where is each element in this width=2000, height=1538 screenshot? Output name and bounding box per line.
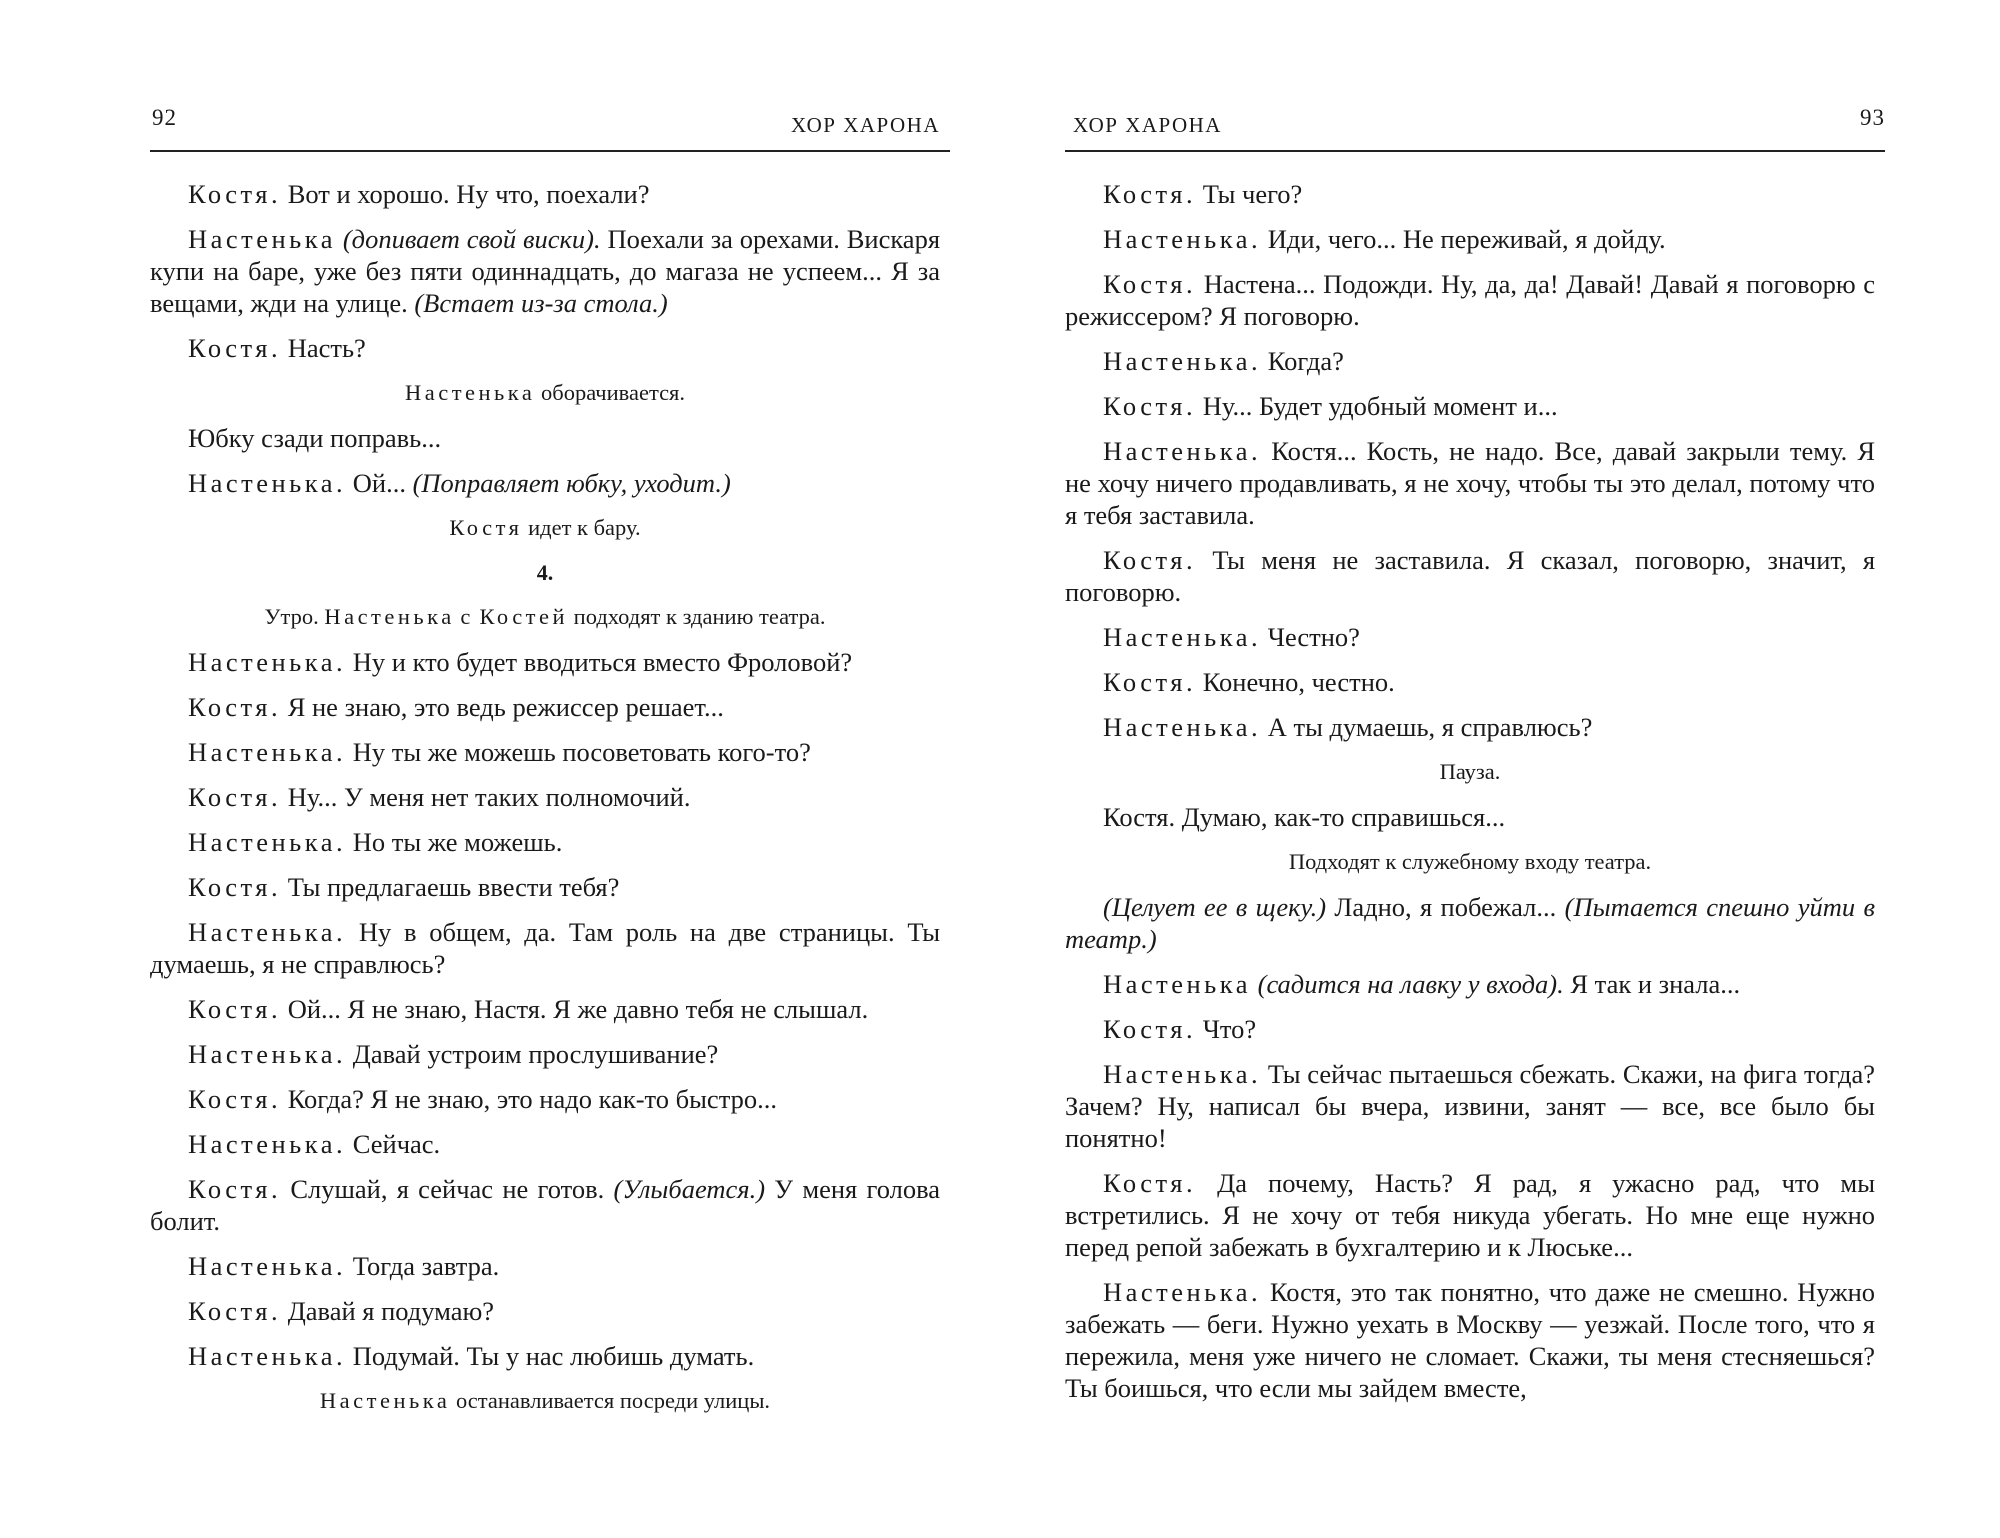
- speaker: Настенька.: [1103, 712, 1262, 742]
- dialogue-line: [150, 178, 940, 210]
- speaker: Костя.: [1103, 545, 1197, 575]
- dialogue-line: [150, 1250, 940, 1282]
- stage-note: Пауза.: [1439, 759, 1501, 784]
- line-text: Сейчас.: [352, 1129, 441, 1159]
- stage-direction: (садится на лавку у входа).: [1257, 969, 1564, 999]
- dialogue-line: [150, 993, 940, 1025]
- line-text: Иди, чего... Не переживай, я дойду.: [1267, 224, 1666, 254]
- line-text: Костя, это так понятно, что даже не смешно. Нужно забежать — беги. Нужно уехать в Москву — уезжай. После того, что я пережила, меня уже ничего не сломает. Скажи, ты меня стесняешься? Ты боишься, что если мы зайдем вместе,: [1065, 1277, 1875, 1403]
- line-text: Слушай, я сейчас не готов.: [290, 1174, 605, 1204]
- line-text: идет к бару.: [528, 515, 641, 540]
- stage-direction: (допивает свой виски).: [342, 224, 601, 254]
- line-text: Ну... У меня нет таких полномочий.: [287, 782, 691, 812]
- dialogue-line: [150, 646, 940, 678]
- stage-direction: (Встает из-за стола.): [414, 288, 668, 318]
- speaker: Настенька.: [188, 1039, 347, 1069]
- line-text: Вот и хорошо. Ну что, поехали?: [287, 179, 650, 209]
- dialogue-line: [1065, 390, 1875, 422]
- running-title: ХОР ХАРОНА: [791, 113, 940, 137]
- line-text: Ты предлагаешь ввести тебя?: [287, 872, 620, 902]
- speaker: Костя.: [1103, 1168, 1197, 1198]
- dialogue-line: [150, 1083, 940, 1115]
- speaker: Настенька: [1103, 969, 1252, 999]
- dialogue-line: [1065, 1276, 1875, 1404]
- dialogue-line: [150, 871, 940, 903]
- stage-direction: (Пытается спешно уйти в театр.): [1065, 892, 1876, 954]
- dialogue-line: [1065, 435, 1875, 531]
- line-text: А ты думаешь, я справлюсь?: [1267, 712, 1593, 742]
- stage-direction: (Улыбается.): [613, 1174, 766, 1204]
- line-text: Я так и знала...: [1570, 969, 1741, 999]
- stage-note: [150, 377, 940, 409]
- dialogue-line: [150, 1128, 940, 1160]
- speaker: Костей: [479, 604, 569, 629]
- dialogue-line: [150, 332, 940, 364]
- line-text: Ну... Будет удобный момент и...: [1202, 391, 1558, 421]
- dialogue-line: [1065, 223, 1875, 255]
- speaker: Настенька: [319, 1388, 451, 1413]
- line-text: Что?: [1202, 1014, 1257, 1044]
- line-text: с: [460, 604, 474, 629]
- speaker: Костя.: [1103, 802, 1176, 832]
- speaker: Настенька.: [1103, 1277, 1262, 1307]
- line-text: Я не знаю, это ведь режиссер решает...: [287, 692, 724, 722]
- line-text: подходят к зданию театра.: [573, 604, 826, 629]
- speaker: Настенька.: [188, 827, 347, 857]
- speaker: Костя.: [188, 994, 282, 1024]
- page-number: 92: [152, 105, 177, 130]
- line-text: Юбку сзади поправь...: [188, 423, 442, 453]
- right-page-text: [1065, 178, 1875, 1417]
- dialogue-line: [1065, 178, 1875, 210]
- dialogue-line: [1065, 1167, 1875, 1263]
- right-page: [1065, 0, 1885, 1538]
- line-text: Конечно, честно.: [1202, 667, 1395, 697]
- line-text: Когда?: [1267, 346, 1344, 376]
- dialogue-line: [150, 916, 940, 980]
- speaker: Настенька.: [1103, 346, 1262, 376]
- running-title: ХОР ХАРОНА: [1073, 113, 1222, 137]
- line-text: Ну и кто будет вводиться вместо Фроловой?: [352, 647, 853, 677]
- running-head-right: [1065, 105, 1885, 145]
- dialogue-line: [1065, 345, 1875, 377]
- stage-note: [150, 1385, 940, 1417]
- speaker: Настенька.: [188, 1129, 347, 1159]
- speaker: Костя.: [1103, 1014, 1197, 1044]
- line-text: Да почему, Насть? Я рад, я ужасно рад, что мы встретились. Я не хочу от тебя никуда убегать. Но мне еще нужно перед репой забежать в бухгалтерию и к Люське...: [1065, 1168, 1875, 1262]
- line-text: Настена... Подожди. Ну, да, да! Давай! Давай я поговорю с режиссером? Я поговорю.: [1065, 269, 1876, 331]
- line-text: Ты меня не заставила. Я сказал, поговорю, значит, я поговорю.: [1065, 545, 1876, 607]
- line-text: останавливается посреди улицы.: [455, 1388, 771, 1413]
- dialogue-line: [150, 1038, 940, 1070]
- dialogue-line: [1065, 711, 1875, 743]
- dialogue-line: [1065, 891, 1875, 955]
- speaker: Костя.: [188, 1084, 282, 1114]
- left-page-text: [150, 178, 940, 1430]
- speaker: Настенька.: [188, 917, 347, 947]
- speaker: Настенька.: [188, 1251, 347, 1281]
- speaker: Настенька.: [188, 1341, 347, 1371]
- dialogue-line: [1065, 621, 1875, 653]
- speaker: Настенька.: [1103, 1059, 1262, 1089]
- line-text: Тогда завтра.: [352, 1251, 500, 1281]
- speaker: Костя.: [1103, 391, 1197, 421]
- line-text: Ну ты же можешь посоветовать кого-то?: [352, 737, 811, 767]
- line-text: Ой... Я не знаю, Настя. Я же давно тебя не слышал.: [287, 994, 869, 1024]
- line-text: Утро.: [264, 604, 319, 629]
- speaker: Настенька.: [188, 468, 347, 498]
- speaker: Настенька.: [1103, 436, 1262, 466]
- page-number: 93: [1860, 105, 1885, 130]
- line-text: Ладно, я побежал...: [1334, 892, 1557, 922]
- line-text: Подумай. Ты у нас любишь думать.: [352, 1341, 755, 1371]
- dialogue-line: [150, 1340, 940, 1372]
- line-text: У меня голова болит.: [150, 1174, 940, 1236]
- speaker: Костя.: [188, 1296, 282, 1326]
- dialogue-line: [1065, 1058, 1875, 1154]
- speaker: Настенька.: [188, 737, 347, 767]
- left-page: [150, 0, 950, 1538]
- line-text: Ты чего?: [1202, 179, 1303, 209]
- line-text: Ну в общем, да. Там роль на две страницы. Ты думаешь, я не справлюсь?: [150, 917, 940, 979]
- dialogue-line: [150, 1295, 940, 1327]
- speaker: Костя.: [1103, 179, 1197, 209]
- header-rule: [1065, 150, 1885, 152]
- speaker: Костя.: [188, 333, 282, 363]
- line-text: Давай устроим прослушивание?: [352, 1039, 719, 1069]
- speaker: Костя.: [1103, 667, 1197, 697]
- stage-direction: (Поправляет юбку, уходит.): [412, 468, 731, 498]
- speaker: Настенька.: [1103, 224, 1262, 254]
- speaker: Костя.: [188, 179, 282, 209]
- line-text: Но ты же можешь.: [352, 827, 563, 857]
- speaker: Костя.: [188, 782, 282, 812]
- stage-note: [150, 601, 940, 633]
- line-text: Ты сейчас пытаешься сбежать. Скажи, на фига тогда? Зачем? Ну, написал бы вчера, извини, занят — все, все было бы понятно!: [1065, 1059, 1876, 1153]
- dialogue-line: [1065, 544, 1875, 608]
- speaker: Настенька.: [188, 647, 347, 677]
- dialogue-line: [1065, 1013, 1875, 1045]
- speaker: Костя: [449, 515, 523, 540]
- speaker: Настенька: [324, 604, 455, 629]
- dialogue-line: [150, 422, 940, 454]
- speaker: Костя.: [188, 692, 282, 722]
- speaker: Настенька: [404, 380, 536, 405]
- dialogue-line: [1065, 268, 1875, 332]
- speaker: Костя.: [1103, 269, 1197, 299]
- dialogue-line: [150, 736, 940, 768]
- dialogue-line: [150, 691, 940, 723]
- line-text: Поехали за орехами. Вискаря купи на баре, уже без пяти одиннадцать, до магаза не успеем... Я за вещами, жди на улице.: [150, 224, 941, 318]
- line-text: Ой...: [352, 468, 406, 498]
- running-head-left: [150, 105, 950, 145]
- line-text: Думаю, как-то справишься...: [1181, 802, 1506, 832]
- dialogue-line: [150, 223, 940, 319]
- stage-direction: (Целует ее в щеку.): [1103, 892, 1327, 922]
- stage-note: Подходят к служебному входу театра.: [1288, 849, 1652, 874]
- speaker: Костя.: [188, 1174, 282, 1204]
- line-text: Честно?: [1267, 622, 1360, 652]
- line-text: Давай я подумаю?: [287, 1296, 495, 1326]
- line-text: Когда? Я не знаю, это надо как-то быстро...: [287, 1084, 777, 1114]
- dialogue-line: [150, 1173, 940, 1237]
- dialogue-line: [1065, 968, 1875, 1000]
- speaker: Настенька.: [1103, 622, 1262, 652]
- dialogue-line: [150, 467, 940, 499]
- dialogue-line: [1065, 801, 1875, 833]
- dialogue-line: [150, 826, 940, 858]
- line-text: Костя... Кость, не надо. Все, давай закрыли тему. Я не хочу ничего продавливать, я не хочу, чтобы ты это делал, потому что я тебя заставила.: [1065, 436, 1876, 530]
- line-text: оборачивается.: [541, 380, 686, 405]
- stage-note: [150, 512, 940, 544]
- speaker: Костя.: [188, 872, 282, 902]
- dialogue-line: [1065, 666, 1875, 698]
- scene-number: 4.: [536, 560, 554, 585]
- speaker: Настенька: [188, 224, 337, 254]
- header-rule: [150, 150, 950, 152]
- dialogue-line: [150, 781, 940, 813]
- line-text: Насть?: [287, 333, 366, 363]
